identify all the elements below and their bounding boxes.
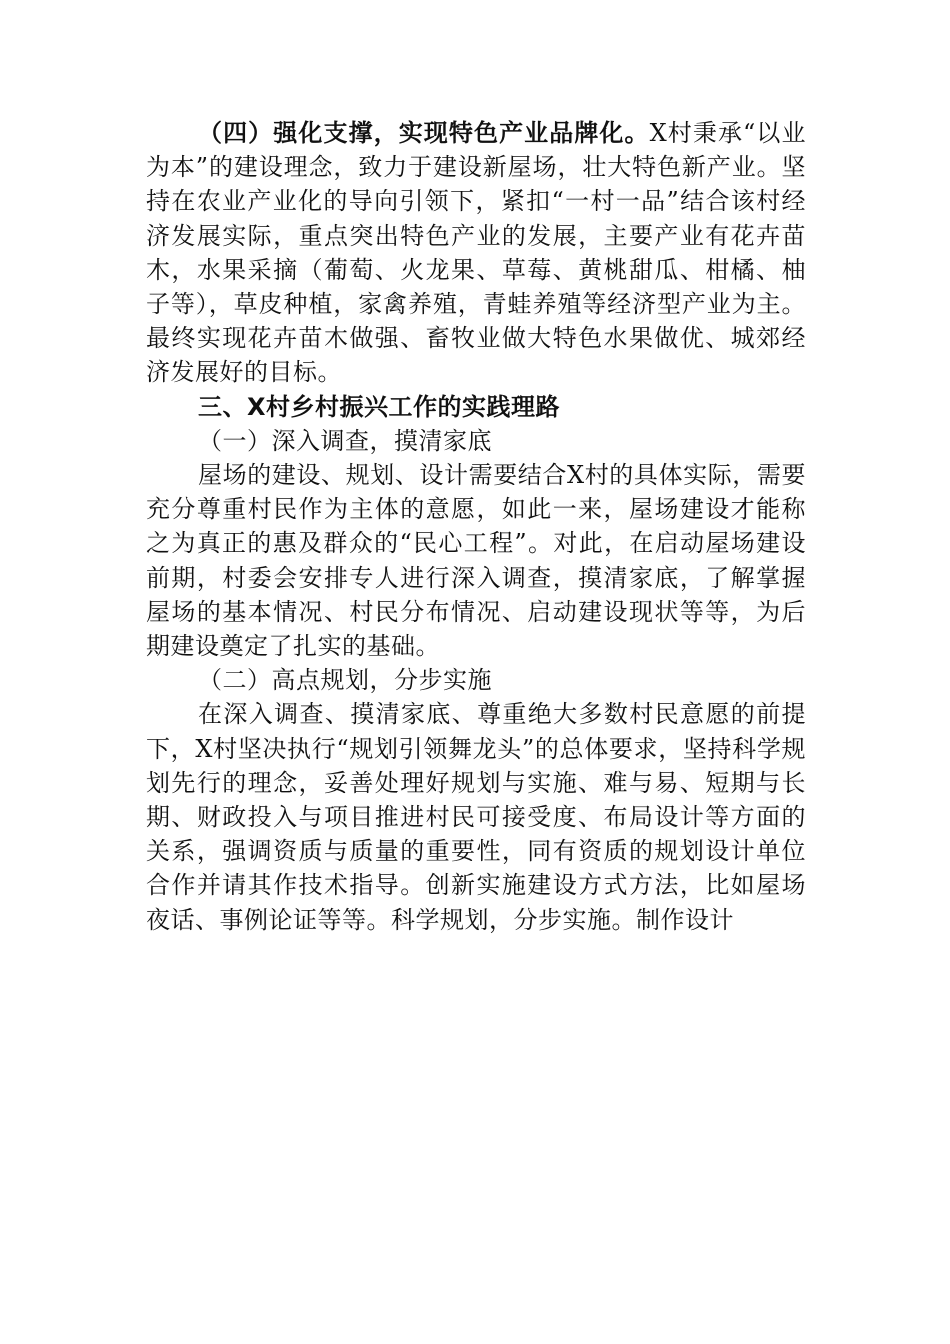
- section-4-paragraph: [146, 116, 806, 390]
- subsection-2-body: 在深入调查、摸清家底、尊重绝大多数村民意愿的前提下，X村坚决执行“规划引领舞龙头”的总体要求，坚持科学规划先行的理念，妥善处理好规划与实施、难与易、短期与长期、财政投入与项目推进村民可接受度、布局设计等方面的关系，强调资质与质量的重要性，同有资质的规划设计单位合作并请其作技术指导。创新实施建设方式方法，比如屋场夜话、事例论证等等。科学规划，分步实施。制作设计: [146, 700, 806, 934]
- subsection-1-heading: （一）深入调查，摸清家底: [198, 426, 492, 455]
- document-page: [146, 116, 806, 937]
- section-4-lead: （四）强化支撑，实现特色产业品牌化。: [198, 119, 650, 147]
- chapter-3-heading: 三、X村乡村振兴工作的实践理路: [198, 392, 561, 421]
- subsection-1-body: 屋场的建设、规划、设计需要结合X村的具体实际，需要充分尊重村民作为主体的意愿，如此一来，屋场建设才能称之为真正的惠及群众的“民心工程”。对此，在启动屋场建设前期，村委会安排专人进行深入调查，摸清家底，了解掌握屋场的基本情况、村民分布情况、启动建设现状等等，为后期建设奠定了扎实的基础。: [146, 461, 806, 661]
- subsection-2-heading: （二）高点规划，分步实施: [198, 666, 492, 695]
- section-4-body: X村秉承“以业为本”的建设理念，致力于建设新屋场，壮大特色新产业。坚持在农业产业化的导向引领下，紧扣“一村一品”结合该村经济发展实际，重点突出特色产业的发展，主要产业有花卉苗木，水果采摘（葡萄、火龙果、草莓、黄桃甜瓜、柑橘、柚子等），草皮种植，家禽养殖，青蛙养殖等经济型产业为主。最终实现花卉苗木做强、畜牧业做大特色水果做优、城郊经济发展好的目标。: [146, 119, 806, 387]
